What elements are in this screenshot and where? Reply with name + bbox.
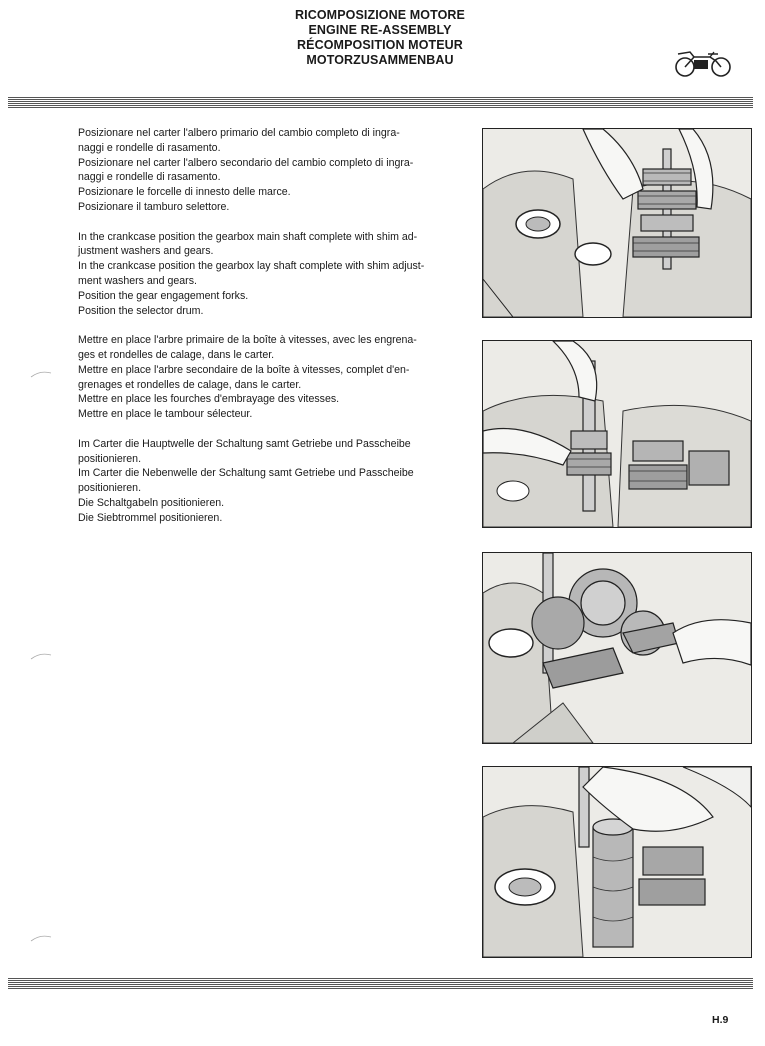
paragraph-french (78, 333, 462, 422)
text-line: Posizionare il tamburo selettore. (78, 200, 230, 213)
text-line: naggi e rondelle di rasamento. (78, 141, 221, 154)
text-line: Posizionare nel carter l'albero primario del cambio completo di ingra- (78, 127, 400, 139)
text-line: Mettre en place l'arbre secondaire de la boîte à vitesses, complet d'en- (78, 363, 410, 376)
title-english: ENGINE RE-ASSEMBLY (308, 23, 452, 37)
text-line: Mettre en place l'arbre primaire de la boîte à vitesses, avec les engrena- (78, 334, 417, 347)
photo-selector-drum (482, 766, 752, 958)
text-line: Position the selector drum. (78, 304, 204, 317)
margin-mark (30, 652, 52, 660)
text-line: Die Schaltgabeln positionieren. (78, 496, 225, 509)
margin-mark (30, 370, 52, 378)
motorcycle-icon (672, 48, 734, 78)
margin-mark (30, 934, 52, 942)
text-line: In the crankcase position the gearbox main shaft complete with shim ad- (78, 230, 418, 243)
header-divider (8, 97, 753, 109)
title-italian: RICOMPOSIZIONE MOTORE (295, 8, 465, 22)
title-german: MOTORZUSAMMENBAU (306, 53, 454, 67)
text-line: Posizionare le forcelle di innesto delle marce. (78, 186, 291, 199)
page-title-block (230, 8, 530, 68)
text-line: justment washers and gears. (78, 245, 214, 258)
text-line: Die Siebtrommel positionieren. (78, 511, 223, 524)
photo-lay-shaft (482, 340, 752, 528)
text-line: Im Carter die Nebenwelle der Schaltung samt Getriebe und Passcheibe (78, 467, 414, 480)
text-line: Im Carter die Hauptwelle der Schaltung samt Getriebe und Passcheibe (78, 437, 411, 450)
text-line: positionieren. (78, 452, 142, 465)
text-line: Position the gear engagement forks. (78, 289, 249, 302)
text-line: positionieren. (78, 482, 142, 495)
text-line: Mettre en place les fourches d'embrayage des vitesses. (78, 393, 340, 406)
instructions-text (78, 126, 462, 540)
paragraph-german (78, 437, 462, 526)
text-line: naggi e rondelle di rasamento. (78, 171, 221, 184)
text-line: ment washers and gears. (78, 274, 197, 287)
text-line: ges et rondelles de calage, dans le carter. (78, 348, 275, 361)
photo-engagement-forks (482, 552, 752, 744)
paragraph-italian (78, 126, 462, 215)
title-french: RÉCOMPOSITION MOTEUR (297, 38, 463, 52)
photo-main-shaft (482, 128, 752, 318)
text-line: grenages et rondelles de calage, dans le carter. (78, 378, 302, 391)
paragraph-english (78, 230, 462, 319)
text-line: Posizionare nel carter l'albero secondario del cambio completo di ingra- (78, 156, 414, 169)
text-line: In the crankcase position the gearbox lay shaft complete with shim adjust- (78, 260, 425, 273)
footer-divider (8, 978, 753, 990)
text-line: Mettre en place le tambour sélecteur. (78, 408, 253, 421)
page-number: H.9 (712, 1014, 729, 1026)
